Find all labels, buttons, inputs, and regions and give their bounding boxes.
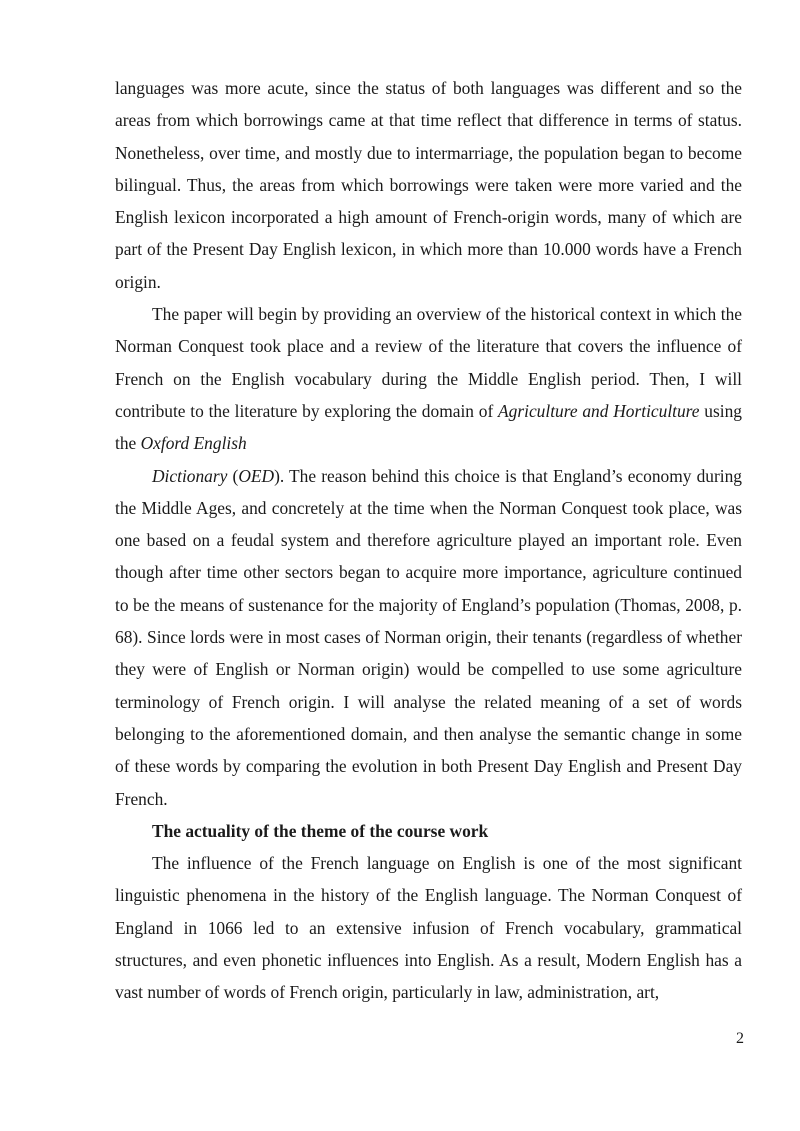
- body-text: [115, 72, 742, 1009]
- paragraph-continuation: [115, 72, 742, 298]
- paragraph-3-text: ). The reason behind this choice is that England’s economy during the Middle Ages, and concretely at the time when the Norman Conquest took place, was one based on a feudal system and therefore agriculture played an important role. Even though after time other sectors began to acquire more importance, agriculture continued to be the means of sustenance for the majority of England’s population (Thomas, 2008, p. 68). Since lords were in most cases of Norman origin, their tenants (regardless of whether they were of English or Norman origin) would be compelled to use some agriculture terminology of French origin. I will analyse the related meaning of a set of words belonging to the aforementioned domain, and then analyse the semantic change in some of these words by comparing the evolution in both Present Day English and Present Day French.: [115, 465, 743, 809]
- page-number: 2: [736, 1030, 744, 1047]
- dictionary-word-italic: Dictionary: [152, 465, 228, 486]
- paragraph-overview: [115, 298, 742, 459]
- section-heading: The actuality of the theme of the course work: [152, 820, 489, 841]
- open-paren: (: [227, 465, 239, 486]
- paragraph-2-text: The paper will begin by providing an overview of the historical context in which the Norman Conquest took place and a review of the literature that covers the influence of French on the English vocabulary during the Middle English period. Then, I will contribute to the literature by exploring the domain of: [115, 304, 742, 421]
- paragraph-1-text: languages was more acute, since the status of both languages was different and so the areas from which borrowings came at that time reflect that difference in terms of status. Nonetheless, over time, and mostly due to intermarriage, the population began to become bilingual. Thus, the areas from which borrowings were taken were more varied and the English lexicon incorporated a high amount of French-origin words, many of which are part of the Present Day English lexicon, in which more than 10.000 words have a French origin.: [115, 78, 742, 292]
- paragraph-4-text: The influence of the French language on English is one of the most significant linguistic phenomena in the history of the English language. The Norman Conquest of England in 1066 led to an extensive infusion of French vocabulary, grammatical structures, and even phonetic influences into English. As a result, Modern English has a vast number of words of French origin, particularly in law, administration, art,: [115, 853, 742, 1003]
- oed-abbrev-italic: OED: [238, 465, 275, 486]
- domain-title-italic: Agriculture and Horticulture: [498, 400, 700, 421]
- paragraph-reasoning: [115, 460, 742, 815]
- paragraph-2-middle: using the: [115, 400, 742, 454]
- paragraph-influence: [115, 847, 742, 1008]
- source-title-italic: Oxford English: [140, 433, 247, 454]
